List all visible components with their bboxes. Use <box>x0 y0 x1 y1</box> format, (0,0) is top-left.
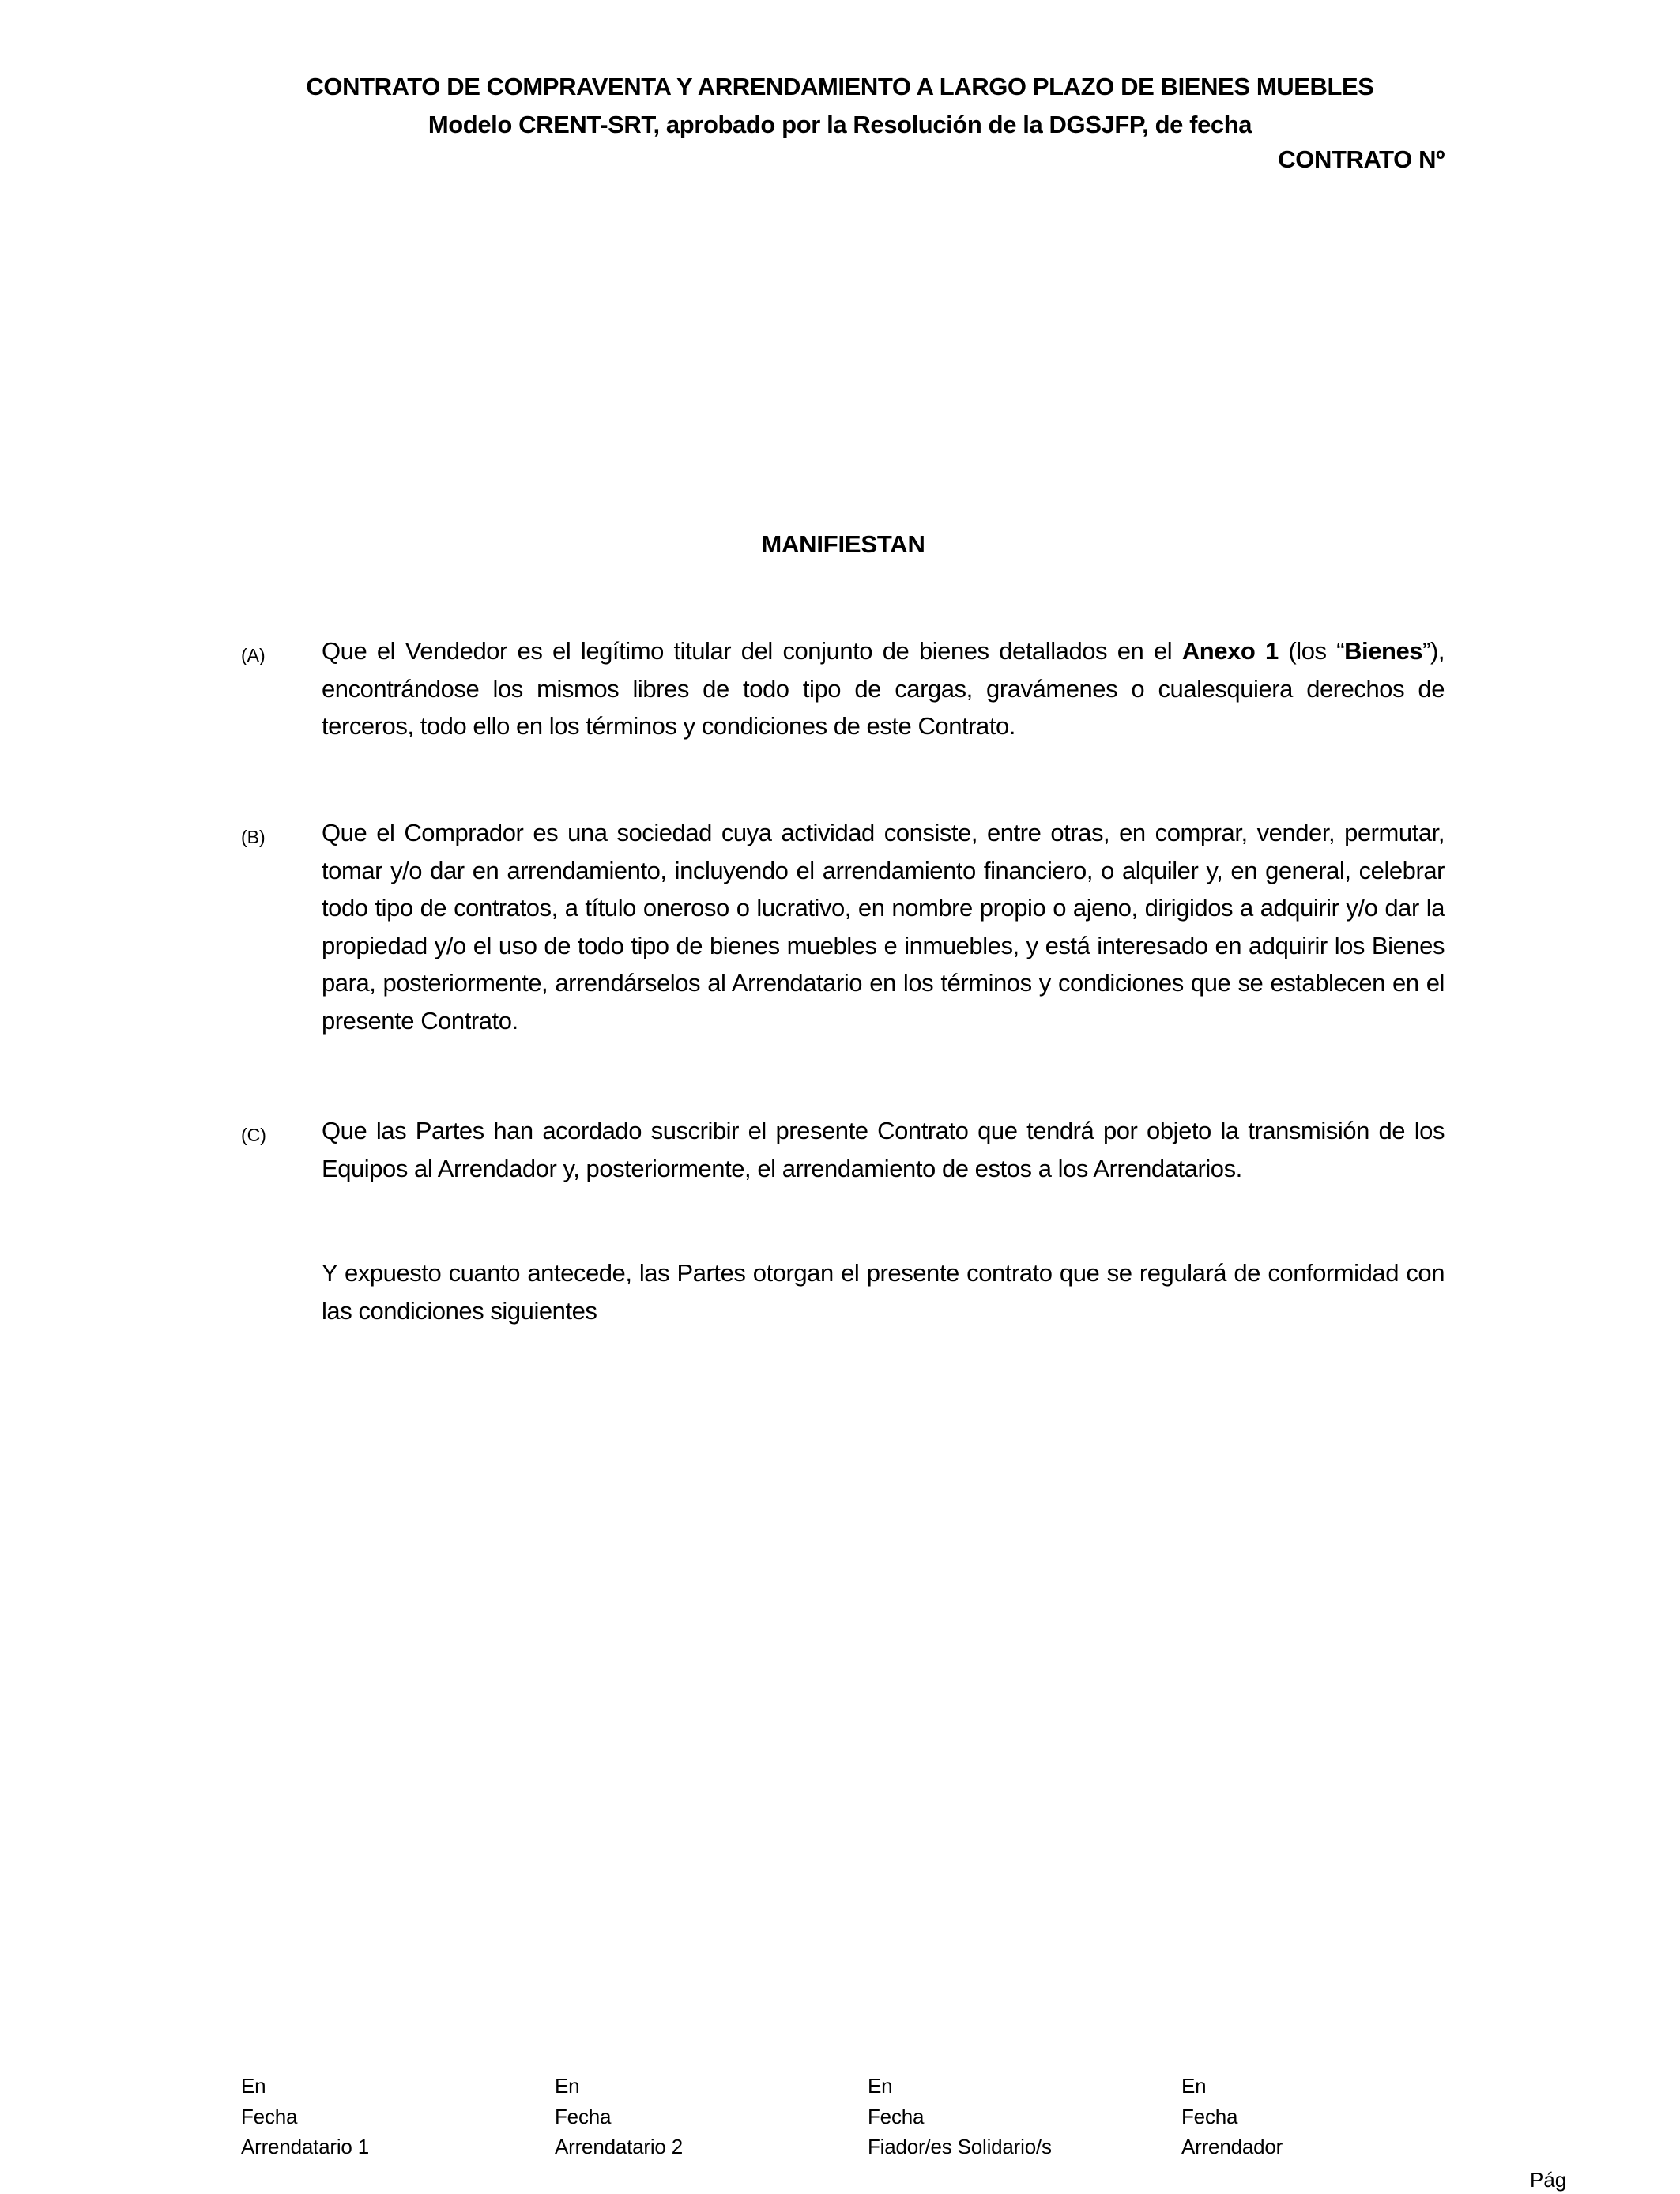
clause-label: (C) <box>241 1125 266 1145</box>
date-label: Fecha <box>555 2104 612 2128</box>
clause-text: Que las Partes han acordado suscribir el presente Contrato que tendrá por objeto la transmisión de los Equipos al Arrendador y, posteriormente, el arrendamiento de estos a los Arrendatarios. <box>322 1117 1445 1182</box>
clause-text: Que el Comprador es una sociedad cuya actividad consiste, entre otras, en comprar, vender, permutar, tomar y/o dar en arrendamiento, incluyendo el arrendamiento financiero, o alquiler y, en general, celebrar todo tipo de contratos, a título oneroso o lucrativo, en nombre propio o ajeno, dirigidos a adquirir y/o dar la propiedad y/o el uso de todo tipo de bienes muebles e inmuebles, y está interesado en adquirir los Bienes para, posteriormente, arrendárselos al Arrendatario en los términos y condiciones que se establecen en el presente Contrato. <box>322 819 1445 1035</box>
clause-label: (B) <box>241 827 266 847</box>
party-label: Arrendador <box>1181 2135 1283 2158</box>
date-label: Fecha <box>868 2104 925 2128</box>
party-label: Arrendatario 2 <box>555 2135 683 2158</box>
signature-column-arrendador <box>1181 2071 1490 2162</box>
party-label: Fiador/es Solidario/s <box>868 2135 1052 2158</box>
clause-text-segment: Que el Vendedor es el legítimo titular del conjunto de bienes detallados en el <box>322 637 1182 665</box>
signature-block <box>241 2071 1505 2166</box>
party-label: Arrendatario 1 <box>241 2135 369 2158</box>
section-heading-manifiestan: MANIFIESTAN <box>761 530 925 558</box>
signature-column-arrendatario-2 <box>555 2071 863 2162</box>
clause-text-segment: (los “ <box>1278 637 1345 665</box>
closing-text: Y expuesto cuanto antecede, las Partes otorgan el presente contrato que se regulará de conformidad con las condiciones siguientes <box>322 1259 1445 1325</box>
signature-column-arrendatario-1 <box>241 2071 549 2162</box>
document-title: CONTRATO DE COMPRAVENTA Y ARRENDAMIENTO A LARGO PLAZO DE BIENES MUEBLES <box>306 73 1374 100</box>
annex-reference: Anexo 1 <box>1181 637 1279 665</box>
place-label: En <box>555 2074 580 2098</box>
document-subtitle: Modelo CRENT-SRT, aprobado por la Resolución de la DGSJFP, de fecha <box>428 111 1252 138</box>
page-number-label: Pág <box>1530 2168 1567 2192</box>
place-label: En <box>241 2074 266 2098</box>
clause-label: (A) <box>241 645 266 665</box>
place-label: En <box>1181 2074 1207 2098</box>
date-label: Fecha <box>241 2104 298 2128</box>
defined-term-bienes: Bienes <box>1344 637 1423 665</box>
date-label: Fecha <box>1181 2104 1238 2128</box>
signature-column-fiador <box>868 2071 1176 2162</box>
place-label: En <box>868 2074 893 2098</box>
clause-text <box>322 632 1445 745</box>
contract-number-label: CONTRATO Nº <box>1278 145 1445 173</box>
clause-text-segment: ”), encontrándose los mismos libres de todo tipo de cargas, gravámenes o cualesquiera derechos de terceros, todo ello en los términos y condiciones de este Contrato. <box>322 637 1445 740</box>
